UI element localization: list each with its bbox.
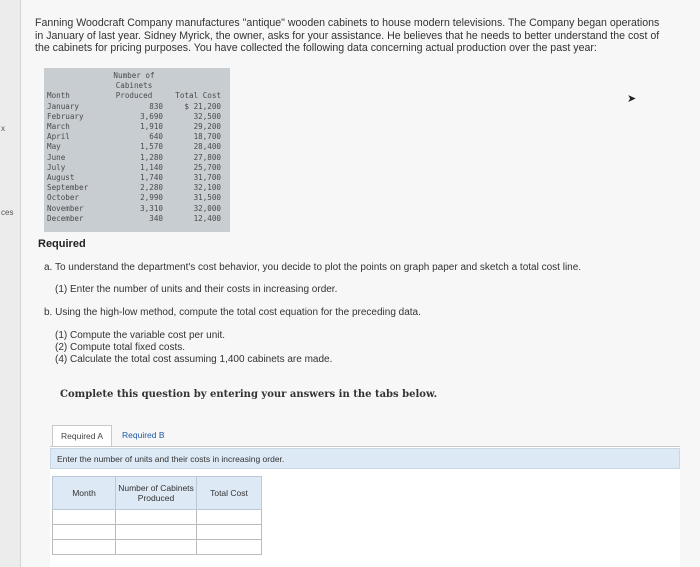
answer-header-units: Number of Cabinets Produced [116,477,197,510]
cell-units: 1,280 [140,152,163,162]
mouse-cursor-icon: ➤ [627,93,637,105]
data-row [47,153,221,163]
rail-mark: x [1,124,5,133]
answer-table [52,476,262,555]
answer-cell-cost [197,525,262,540]
cell-cost: 29,200 [193,122,221,132]
cell-units: 2,280 [140,183,163,193]
question-b4: (4) Calculate the total cost assuming 1,400 cabinets are made. [55,354,333,365]
col-header-month: Month [47,91,70,101]
answer-cell-month [53,525,116,540]
month-input[interactable] [53,540,115,554]
data-row [47,112,221,122]
data-row [47,183,221,193]
cell-cost: 28,400 [193,142,221,152]
cell-month: August [47,173,75,183]
cell-month: January [47,101,80,111]
cell-month: October [47,193,80,203]
cell-cost: 31,700 [193,173,221,183]
complete-instruction: Complete this question by entering your answers in the tabs below. [60,389,438,400]
data-row [47,142,221,152]
cell-month: April [47,132,70,142]
answer-cell-month [53,540,116,555]
data-row [47,214,221,224]
cell-cost: 27,800 [193,152,221,162]
data-row [47,122,221,132]
cell-cost: 32,100 [193,183,221,193]
answer-cell-cost [197,540,262,555]
cost-input[interactable] [197,510,261,524]
answer-cell-cost [197,510,262,525]
cell-month: September [47,183,89,193]
data-row [47,132,221,142]
cell-month: May [47,142,61,152]
cell-cost: 18,700 [193,132,221,142]
cell-cost: 32,500 [193,111,221,121]
col-header-units: Number of Cabinets Produced [113,71,155,101]
cell-month: December [47,213,84,223]
cell-units: 830 [149,101,163,111]
answer-row [53,510,262,525]
question-a1: (1) Enter the number of units and their costs in increasing order. [55,284,338,295]
required-heading: Required [38,238,86,250]
units-input[interactable] [116,525,196,539]
cell-month: November [47,203,84,213]
answer-cell-units [116,510,197,525]
cell-month: June [47,152,66,162]
cell-cost: 32,000 [193,203,221,213]
cell-units: 2,990 [140,193,163,203]
data-row [47,163,221,173]
answer-header-cost: Total Cost [197,477,262,510]
question-b1: (1) Compute the variable cost per unit. [55,330,226,341]
production-data-table [47,71,221,224]
data-row [47,193,221,203]
question-b: b. Using the high-low method, compute the total cost equation for the preceding data. [44,307,421,318]
answer-cell-month [53,510,116,525]
col-header-cost: Total Cost [175,91,221,101]
tab-required-b[interactable]: Required B [114,425,173,445]
cell-units: 640 [149,132,163,142]
answer-header-month: Month [53,477,116,510]
data-row [47,102,221,112]
cell-month: February [47,111,84,121]
cell-units: 340 [149,213,163,223]
cell-cost: 25,700 [193,162,221,172]
cost-input[interactable] [197,540,261,554]
cell-cost: 12,400 [193,213,221,223]
tab-instruction: Enter the number of units and their costs in increasing order. [50,448,680,469]
cost-input[interactable] [197,525,261,539]
cell-cost: 31,500 [193,193,221,203]
cell-month: March [47,122,70,132]
cell-units: 1,910 [140,122,163,132]
rail-mark: ces [1,208,14,217]
tab-required-a[interactable]: Required A [52,425,112,446]
question-a: a. To understand the department's cost behavior, you decide to plot the points on graph paper and sketch a total cost line. [44,262,582,273]
answer-row [53,540,262,555]
cell-units: 1,570 [140,142,163,152]
answer-row [53,525,262,540]
question-b2: (2) Compute total fixed costs. [55,342,186,353]
cell-units: 1,740 [140,173,163,183]
production-data-image [44,68,230,232]
cell-units: 1,140 [140,162,163,172]
left-rail [0,0,21,567]
month-input[interactable] [53,510,115,524]
data-row [47,173,221,183]
answer-cell-units [116,525,197,540]
cell-month: July [47,162,66,172]
units-input[interactable] [116,540,196,554]
units-input[interactable] [116,510,196,524]
answer-cell-units [116,540,197,555]
data-row [47,204,221,214]
cell-units: 3,310 [140,203,163,213]
problem-intro: Fanning Woodcraft Company manufactures "antique" wooden cabinets to house modern televisions. The Company began operations in January of last year. Sidney Myrick, the owner, asks for your assistance. He believes that he needs to better understand the cost of the cabinets for pricing purposes. You have collected the following data concerning actual production over the past year: [35,17,660,54]
cell-units: 3,690 [140,111,163,121]
cell-cost: $ 21,200 [184,101,221,111]
month-input[interactable] [53,525,115,539]
